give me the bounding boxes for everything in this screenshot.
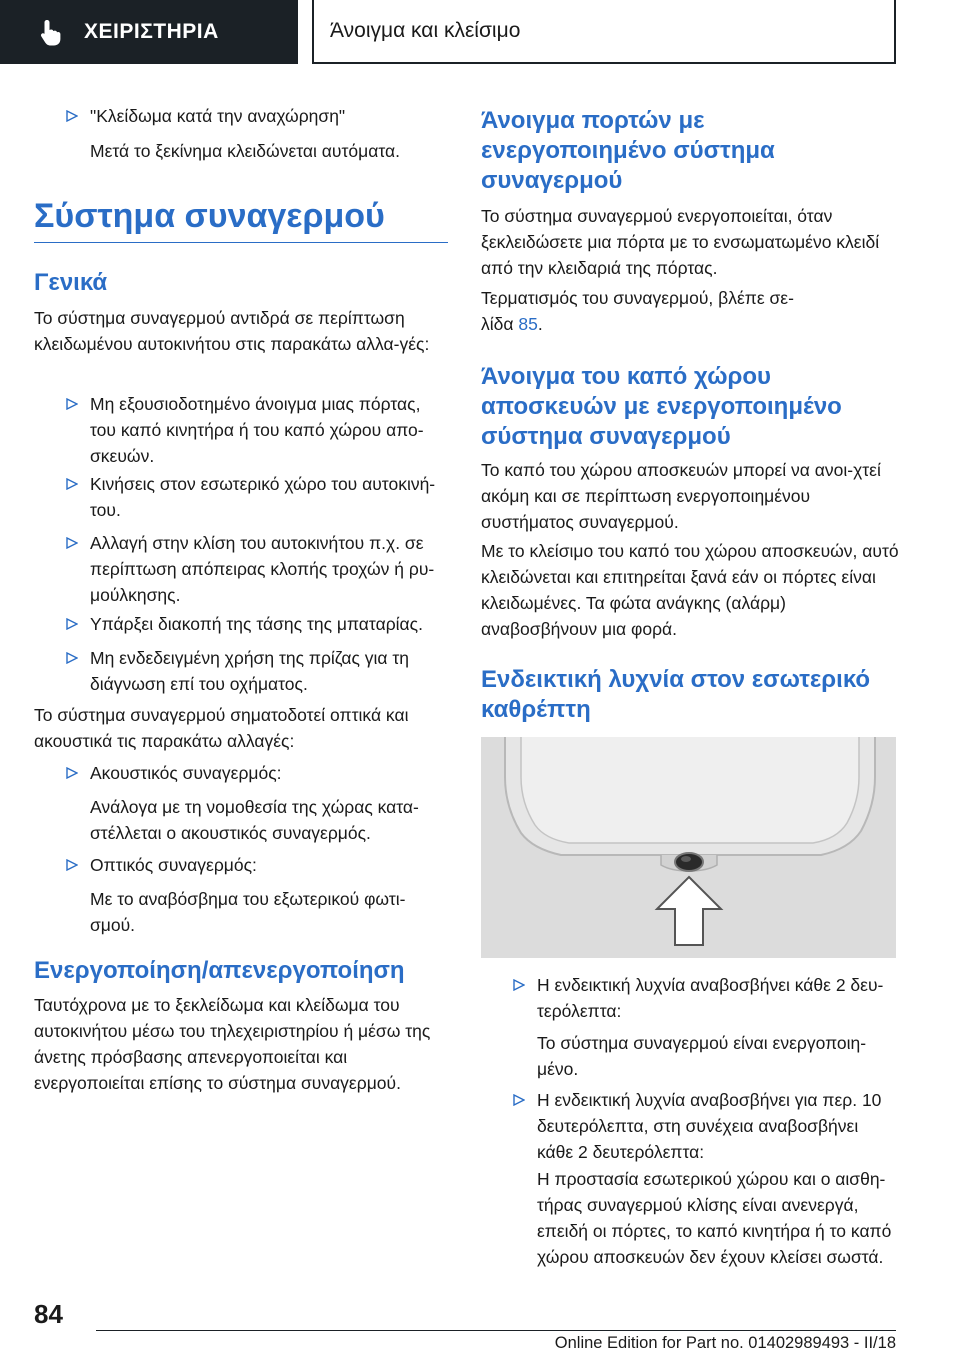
- subsection-heading: Ενδεικτική λυχνία στον εσωτερικό καθρέπτη: [481, 666, 871, 723]
- paragraph-text: Τερματισμός του συναγερμού, βλέπε σε-: [481, 288, 794, 308]
- subsection-heading: Γενικά: [34, 269, 108, 296]
- paragraph: Ταυτόχρονα με το ξεκλείδωμα και κλείδωμα του αυτοκινήτου μέσω του τηλεχειριστηρίου ή μέσω της άνετης πρόσβασης απενεργοποιείται και ενεργοποιείται επίσης το σύστημα συναγερμού.: [34, 995, 431, 1093]
- bullet-text: Αλλαγή στην κλίση του αυτοκινήτου π.χ. σε περίπτωση απόπειρας κλοπής τροχών ή ρυ-μούλκησης.: [90, 533, 435, 605]
- section-heading: Σύστημα συναγερμού: [34, 196, 448, 243]
- header-section-tab: [0, 0, 298, 64]
- bullet-text: Οπτικός συναγερμός:: [90, 855, 257, 875]
- bullet-item: [66, 530, 450, 608]
- paragraph: Το καπό του χώρου αποσκευών μπορεί να ανοι-χτεί ακόμη και σε περίπτωση ενεργοποιημένου συστήματος συναγερμού.: [481, 460, 881, 532]
- bullet-triangle-icon: [66, 478, 78, 490]
- bullet-text: Κινήσεις στον εσωτερικό χώρο του αυτοκινή-του.: [90, 474, 436, 520]
- bullet-triangle-icon: [66, 859, 78, 871]
- bullet-item: [513, 972, 899, 1024]
- mirror-drawing: [481, 737, 896, 958]
- section-title: ΧΕΙΡΙΣΤΗΡΙΑ: [84, 20, 219, 43]
- paragraph: Το σύστημα συναγερμού σηματοδοτεί οπτικά και ακουστικά τις παρακάτω αλλαγές:: [34, 705, 409, 751]
- bullet-triangle-icon: [66, 110, 78, 122]
- subsection-heading: Άνοιγμα πορτών με ενεργοποιημένο σύστημα συναγερμού: [481, 107, 775, 194]
- paragraph: Με το κλείσιμο του καπό του χώρου αποσκευών, αυτό κλειδώνεται και επιτηρείται ξανά εάν οι πόρτες είναι κλειδωμένες. Τα φώτα ανάγκης (αλάρμ) αναβοσβήνουν μια φορά.: [481, 541, 899, 639]
- bullet-item: [513, 1087, 899, 1165]
- bullet-item: [66, 391, 450, 469]
- bullet-item: [66, 852, 450, 878]
- bullet-item: [66, 103, 456, 129]
- paragraph-text: .: [537, 314, 543, 334]
- bullet-text: "Κλείδωμα κατά την αναχώρηση": [90, 106, 346, 126]
- bullet-subtext: Η προστασία εσωτερικού χώρου και ο αισθη-τήρας συναγερμού κλίσης είναι ανενεργά, επειδή οι πόρτες, το καπό κινητήρα ή το καπό χώρου αποσκευών δεν έχουν κλείσει σωστά.: [537, 1169, 892, 1267]
- rearview-mirror-illustration: [481, 737, 896, 958]
- paragraph-text: λίδα: [481, 314, 514, 334]
- bullet-subtext: Το σύστημα συναγερμού είναι ενεργοποιη-μένο.: [537, 1033, 867, 1079]
- hand-pointer-icon: [36, 17, 66, 47]
- paragraph-with-page-reference: [481, 285, 899, 337]
- footer-divider: [96, 1330, 896, 1331]
- paragraph: Το σύστημα συναγερμού ενεργοποιείται, όταν ξεκλειδώσετε μια πόρτα με το ενσωματωμένο κλειδί από την κλειδαριά της πόρτας.: [481, 206, 880, 278]
- footer-edition: Online Edition for Part no. 01402989493 - II/18: [554, 1334, 896, 1352]
- bullet-subtext: Μετά το ξεκίνημα κλειδώνεται αυτόματα.: [90, 141, 400, 161]
- bullet-triangle-icon: [513, 979, 525, 991]
- bullet-subtext: Με το αναβόσβημα του εξωτερικού φωτι-σμού.: [90, 889, 406, 935]
- bullet-text: Μη εξουσιοδοτημένο άνοιγμα μιας πόρτας, του καπό κινητήρα ή του καπό χώρου απο-σκευών.: [90, 394, 424, 466]
- subsection-heading: Ενεργοποίηση/απενεργοποίηση: [34, 957, 405, 984]
- bullet-item: [66, 611, 450, 637]
- bullet-triangle-icon: [513, 1094, 525, 1106]
- breadcrumb-label: Άνοιγμα και κλείσιμο: [330, 19, 521, 42]
- page-number: 84: [34, 1299, 63, 1329]
- bullet-triangle-icon: [66, 652, 78, 664]
- bullet-subtext: Ανάλογα με τη νομοθεσία της χώρας κατα-στέλλεται ο ακουστικός συναγερμός.: [90, 797, 419, 843]
- bullet-item: [66, 471, 450, 523]
- bullet-triangle-icon: [66, 398, 78, 410]
- bullet-triangle-icon: [66, 537, 78, 549]
- paragraph: Το σύστημα συναγερμού αντιδρά σε περίπτωση κλειδωμένου αυτοκινήτου στις παρακάτω αλλα-γές:: [34, 308, 430, 354]
- bullet-triangle-icon: [66, 618, 78, 630]
- page-reference-link[interactable]: 85: [518, 314, 538, 334]
- breadcrumb: [312, 0, 896, 64]
- bullet-text: Υπάρξει διακοπή της τάσης της μπαταρίας.: [90, 614, 423, 634]
- bullet-text: Η ενδεικτική λυχνία αναβοσβήνει κάθε 2 δευ-τερόλεπτα:: [537, 975, 884, 1021]
- bullet-item: [66, 760, 450, 786]
- bullet-text: Μη ενδεδειγμένη χρήση της πρίζας για τη διάγνωση επί του οχήματος.: [90, 648, 410, 694]
- bullet-item: [66, 645, 450, 697]
- subsection-heading: Άνοιγμα του καπό χώρου αποσκευών με ενεργοποιημένο σύστημα συναγερμού: [481, 363, 842, 450]
- bullet-triangle-icon: [66, 767, 78, 779]
- bullet-text: Ακουστικός συναγερμός:: [90, 763, 282, 783]
- bullet-text: Η ενδεικτική λυχνία αναβοσβήνει για περ. 10 δευτερόλεπτα, στη συνέχεια αναβοσβήνει κάθε 2 δευτερόλεπτα:: [537, 1090, 882, 1162]
